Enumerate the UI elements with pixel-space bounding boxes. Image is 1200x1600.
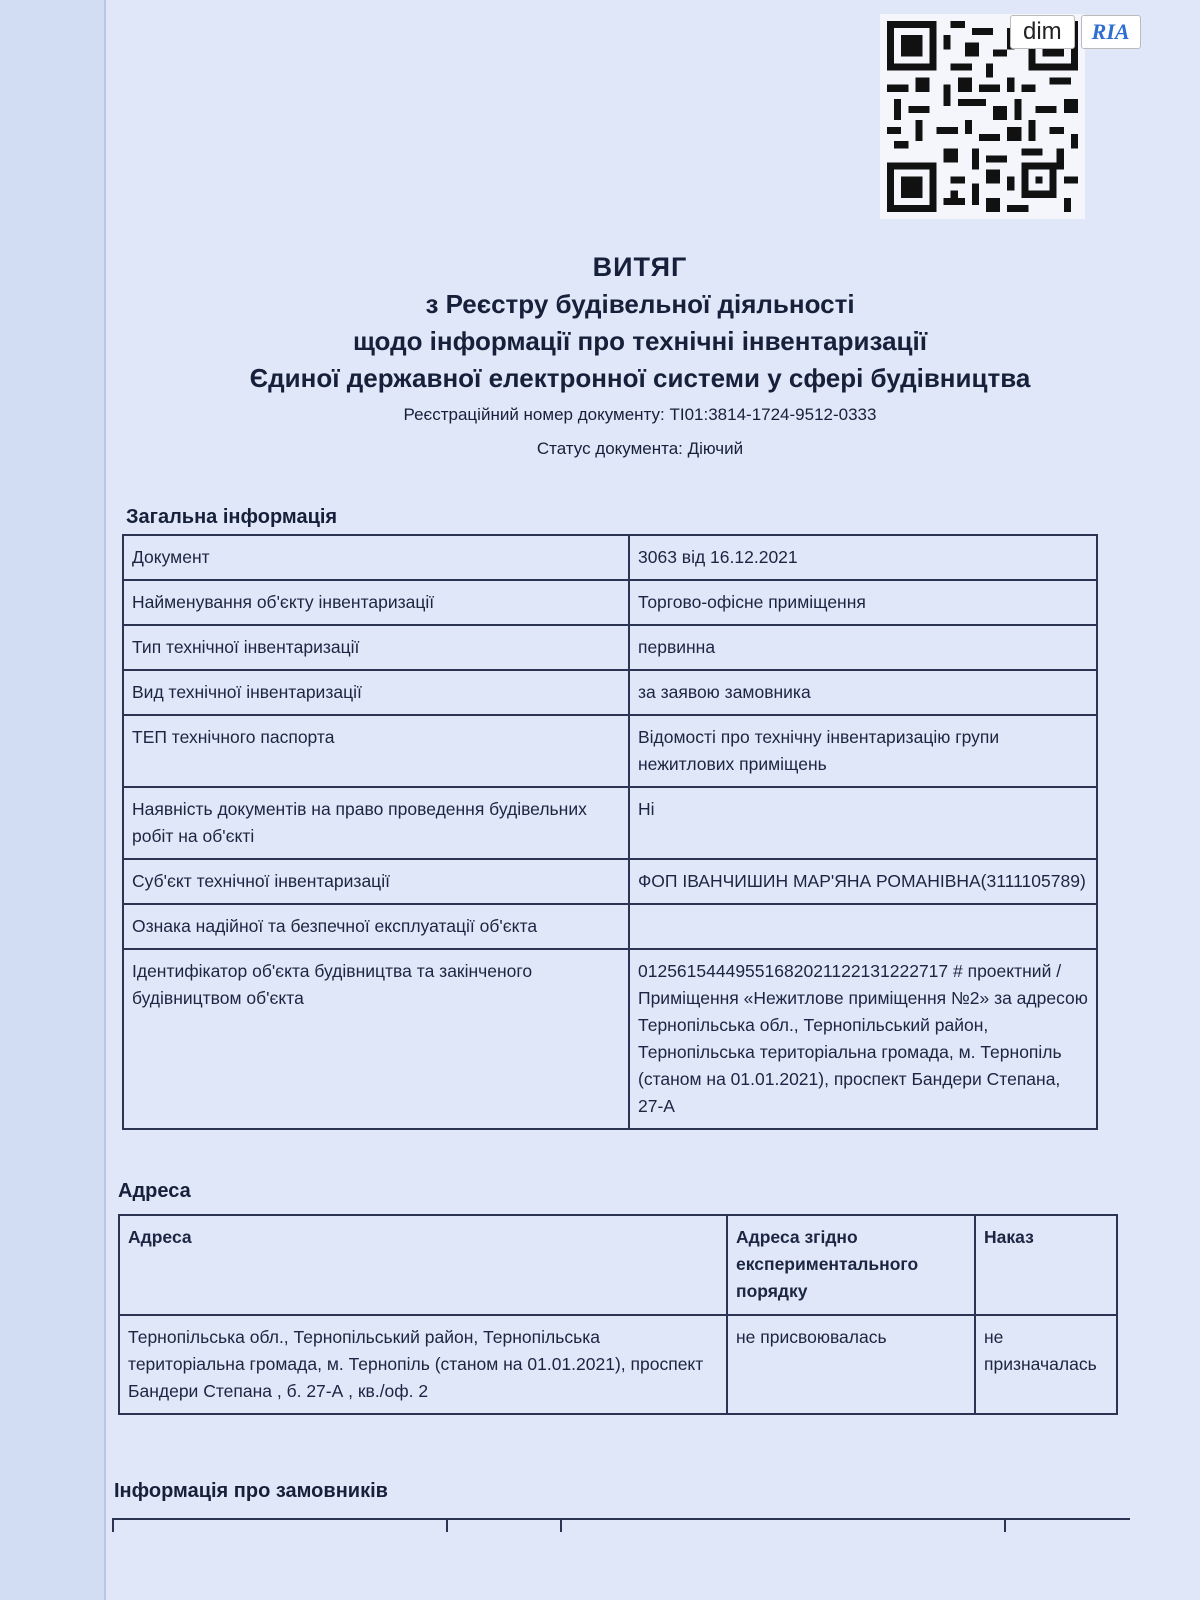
table-row <box>123 904 1097 949</box>
table-row <box>123 625 1097 670</box>
table-header-row <box>119 1215 1117 1315</box>
row-label: Вид технічної інвентаризації <box>123 670 629 715</box>
column-header-address: Адреса <box>119 1215 727 1315</box>
row-value <box>629 904 1097 949</box>
watermark <box>1010 12 1141 52</box>
customers-title: Інформація про замовників <box>114 1480 388 1502</box>
watermark-dim-logo: dim <box>1010 15 1075 49</box>
table-row <box>119 1315 1117 1414</box>
subtitle-line-3: Єдиної державної електронної системи у сфері будівництва <box>249 363 1031 393</box>
table-divider <box>1004 1518 1006 1532</box>
row-label: Найменування об'єкту інвентаризації <box>123 580 629 625</box>
watermark-ria-logo: RIA <box>1081 15 1141 49</box>
column-header-experimental: Адреса згідно експериментального порядку <box>727 1215 975 1315</box>
table-row <box>123 580 1097 625</box>
table-row <box>123 670 1097 715</box>
experimental-address-cell: не присвоювалась <box>727 1315 975 1414</box>
row-value: Відомості про технічну інвентаризацію групи нежитлових приміщень <box>629 715 1097 787</box>
customers-table-top-border <box>112 1518 1130 1520</box>
general-info-table <box>122 534 1098 1130</box>
row-label: Ознака надійної та безпечної експлуатації об'єкта <box>123 904 629 949</box>
row-value: Ні <box>629 787 1097 859</box>
row-label: Ідентифікатор об'єкта будівництва та закінченого будівництвом об'єкта <box>123 949 629 1129</box>
address-title: Адреса <box>118 1180 191 1202</box>
row-label: Наявність документів на право проведення будівельних робіт на об'єкті <box>123 787 629 859</box>
document-title: ВИТЯГ <box>592 252 688 282</box>
address-table <box>118 1214 1118 1415</box>
column-header-order: Наказ <box>975 1215 1117 1315</box>
row-value: Торгово-офісне приміщення <box>629 580 1097 625</box>
row-label: Документ <box>123 535 629 580</box>
general-info-title: Загальна інформація <box>126 506 338 528</box>
table-row <box>123 535 1097 580</box>
table-row <box>123 787 1097 859</box>
page-edge <box>0 0 106 1600</box>
table-divider <box>560 1518 562 1532</box>
order-cell: не призначалась <box>975 1315 1117 1414</box>
row-value: за заявою замовника <box>629 670 1097 715</box>
subtitle-line-2: щодо інформації про технічні інвентаризації <box>352 326 928 356</box>
table-row <box>123 949 1097 1129</box>
row-label: Суб'єкт технічної інвентаризації <box>123 859 629 904</box>
table-divider <box>112 1518 114 1532</box>
registration-number: Реєстраційний номер документу: ТІ01:3814-1724-9512-0333 <box>403 405 877 424</box>
address-cell: Тернопільська обл., Тернопільський район, Тернопільська територіальна громада, м. Тернопіль (станом на 01.01.2021), проспект Бандери Степана , б. 27-А , кв./оф. 2 <box>119 1315 727 1414</box>
row-value: ФОП ІВАНЧИШИН МАР'ЯНА РОМАНІВНА(3111105789) <box>629 859 1097 904</box>
row-value: 0125615444955168202112213122271​7 # проектний / Приміщення «Нежитлове приміщення №2» за адресою Тернопільська обл., Тернопільський район, Тернопільська територіальна громада, м. Тернопіль (станом на 01.01.2021), проспект Бандери Степана, 27-А <box>629 949 1097 1129</box>
document-header <box>120 248 1160 465</box>
table-row <box>123 859 1097 904</box>
table-row <box>123 715 1097 787</box>
table-divider <box>446 1518 448 1532</box>
subtitle-line-1: з Реєстру будівельної діяльності <box>425 289 855 319</box>
document-status: Статус документа: Діючий <box>536 439 744 458</box>
row-label: ТЕП технічного паспорта <box>123 715 629 787</box>
row-label: Тип технічної інвентаризації <box>123 625 629 670</box>
row-value: 3063 від 16.12.2021 <box>629 535 1097 580</box>
row-value: первинна <box>629 625 1097 670</box>
